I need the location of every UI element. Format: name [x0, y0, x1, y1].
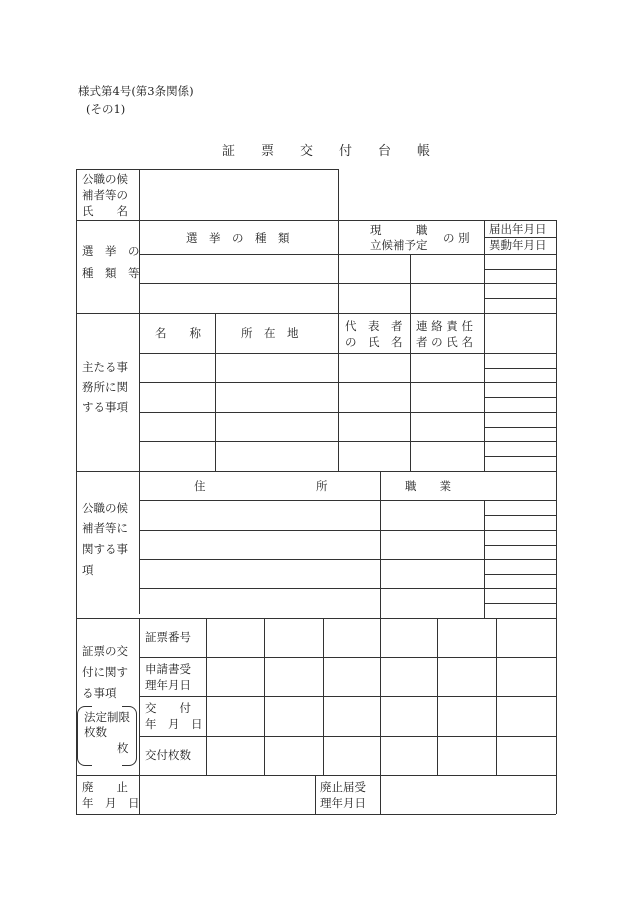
- page-title: 証 票 交 付 台 帳: [222, 144, 431, 159]
- status-header-line1: 現 職: [370, 223, 428, 237]
- certificate-label-1: 証票の交: [82, 644, 128, 658]
- certificate-number-label: 証票番号: [145, 630, 191, 644]
- change-date-header: 異動年月日: [489, 238, 547, 252]
- abolish-notice-label-1: 廃止届受: [320, 780, 366, 794]
- form-number: 様式第4号(第3条関係): [78, 84, 194, 98]
- office-label-1: 主たる事: [82, 360, 128, 374]
- residence-header-b: 所: [316, 479, 328, 493]
- office-address-header: 所 在 地: [241, 326, 299, 340]
- issue-date-label-1: 交 付: [145, 701, 191, 715]
- contact-header-1: 連 絡 責 任: [416, 319, 473, 333]
- form-subtitle: (その1): [86, 102, 126, 116]
- occupation-header: 職 業: [405, 479, 451, 493]
- abolish-date-label-2: 年 月 日: [82, 796, 140, 810]
- status-header-line2: 立候補予定: [370, 238, 428, 252]
- candidate-info-label-3: 関する事: [82, 542, 128, 556]
- contact-header-2: 者 の 氏 名: [416, 335, 473, 349]
- legal-limit-label-1: 法定制限: [84, 710, 130, 724]
- representative-header-2: の 氏 名: [345, 335, 403, 349]
- filing-date-header: 届出年月日: [489, 222, 547, 236]
- election-label-2: 種 類 等: [82, 266, 140, 280]
- legal-limit-label-2: 枚数: [84, 725, 107, 739]
- status-header-suffix: の 別: [443, 231, 470, 245]
- election-kind-header: 選 挙 の 種 類: [186, 231, 290, 245]
- candidate-info-label-1: 公職の候: [82, 501, 128, 515]
- application-date-label-2: 理年月日: [145, 678, 191, 692]
- office-label-3: する事項: [82, 400, 128, 414]
- candidate-name-label-1: 公職の候: [82, 172, 128, 186]
- candidate-info-label-4: 項: [82, 563, 94, 577]
- election-label-1: 選 挙 の: [82, 244, 140, 258]
- candidate-info-label-2: 補者等に: [82, 521, 128, 535]
- legal-limit-unit: 枚: [117, 741, 129, 755]
- certificate-label-3: る事項: [82, 686, 117, 700]
- residence-header-a: 住: [194, 479, 206, 493]
- issue-count-label: 交付枚数: [145, 748, 191, 762]
- candidate-name-label-3: 氏 名: [82, 204, 128, 218]
- office-name-header: 名 称: [155, 326, 201, 340]
- candidate-name-label-2: 補者等の: [82, 188, 128, 202]
- application-date-label-1: 申請書受: [145, 662, 191, 676]
- abolish-notice-label-2: 理年月日: [320, 796, 366, 810]
- abolish-date-label-1: 廃 止: [82, 780, 128, 794]
- office-label-2: 務所に関: [82, 380, 128, 394]
- issue-date-label-2: 年 月 日: [145, 717, 203, 731]
- representative-header-1: 代 表 者: [345, 319, 403, 333]
- certificate-label-2: 付に関す: [82, 665, 128, 679]
